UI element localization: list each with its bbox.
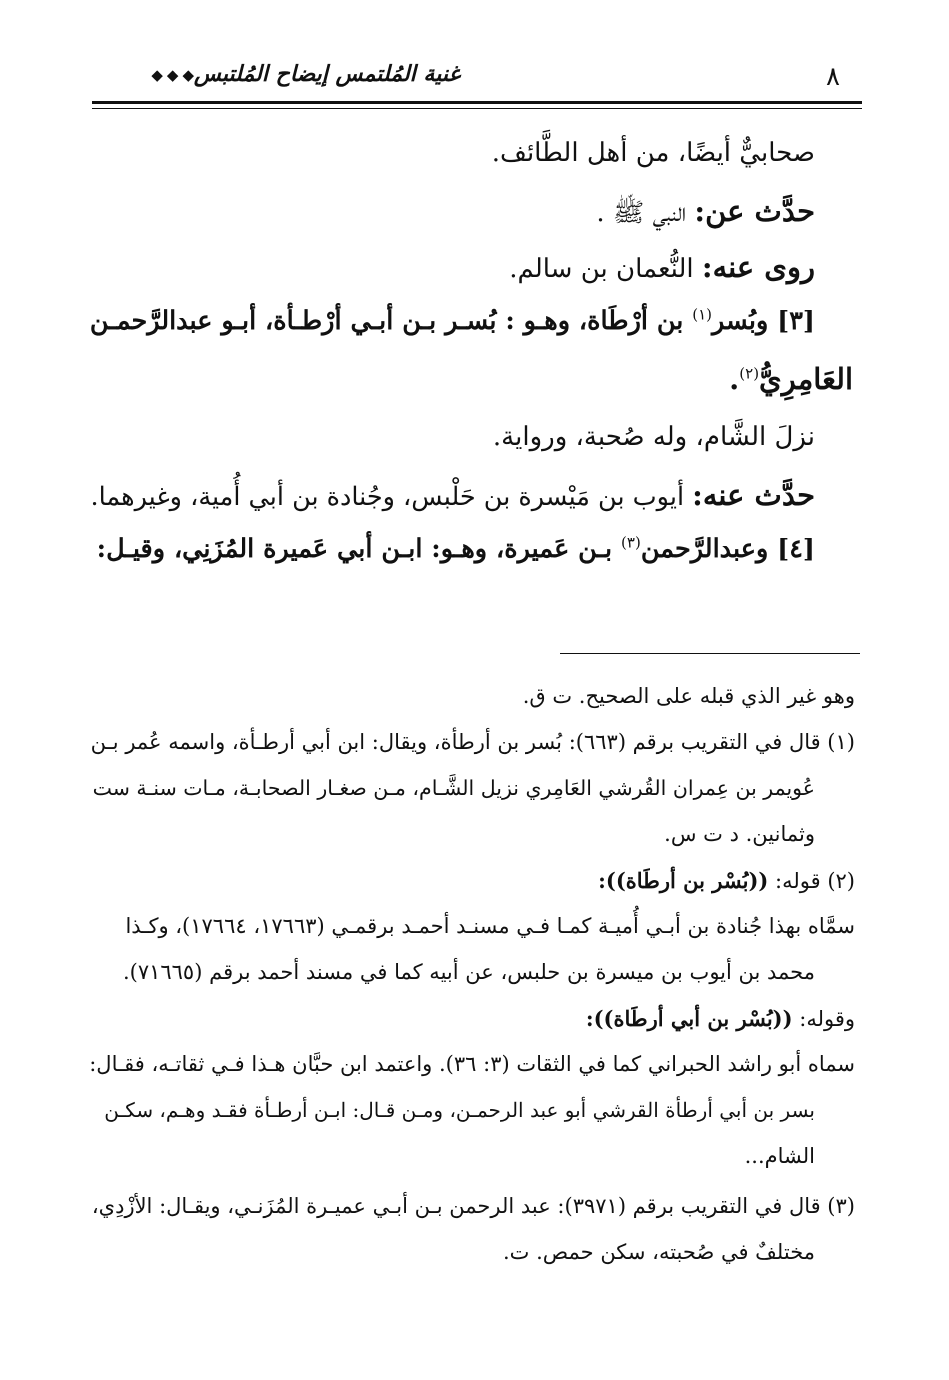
entry-heading: العَامِرِيُّ$^{(٢)}$. (729, 362, 853, 396)
text-line: نزلَ الشَّام، وله صُحبة، ورواية. (492, 422, 815, 452)
text-line: صحابيٌّ أيضًا، من أهل الطَّائف. (491, 138, 815, 168)
footnote-line: محمد بن أيوب بن ميسرة بن حلبس، عن أبيه كما في مسند أحمد برقم (٧١٦٦٥). (122, 960, 815, 984)
footnote-ref: (١) (692, 305, 713, 324)
header-rule (92, 101, 862, 104)
footnote-ref: (٢) (739, 364, 760, 383)
footnote-line: عُويمر بن عِمران القُرشي العَامِري نزيل الشَّـام، مـن صغـار الصحابـة، مـات سنـة ست (92, 776, 815, 800)
section-label: روى عنه: (701, 250, 815, 284)
page-number: ٨ (826, 62, 840, 92)
footnote-line: بسر بن أبي أرطأة القرشي أبو عبد الرحمـن، ومـن قـال: ابـن أرطـأة فقـد وهـم، سكـن (104, 1098, 815, 1122)
footnote-line: الشام... (744, 1144, 815, 1168)
quoted-term: ((بُسْر بن أرطَاة)): (598, 868, 769, 893)
footnote-line: (٣) قال في التقريب برقم (٣٩٧١): عبد الرحمن بـن أبـي عميـرة المُزَنـي، ويقـال: الأزْدِي، (91, 1194, 855, 1218)
entry-heading: [٤] وعبدالرَّحمن$^{(٣)}$ بـن عَميرة، وهـو: ابـن أبي عَميرة المُزَنِي، وقيـل: (96, 533, 815, 564)
footnote-line: سماه أبو راشد الحبراني كما في الثقات (٣: ٣٦). واعتمد ابن حبَّان هـذا فـي ثقاتـه، فقـال: (89, 1052, 855, 1076)
text-line: روى عنه: النُّعمان بن سالم. (509, 250, 815, 284)
footnote-line: مختلفٌ في صُحبته، سكن حمص. ت. (503, 1240, 815, 1264)
footnote-line: وثمانين. د ت س. (664, 822, 815, 846)
entry-heading: [٣] وبُسر$^{(١)}$ بن أرْطَاة، وهـو : بُسـر بـن أبـي أرْطـأة، أبـو عبدالرَّحمـن (89, 305, 815, 336)
text-line: حدَّث عنه: أيوب بن مَيْسرة بن حَلْبس، وجُنادة بن أبي أُمية، وغيرهما. (90, 478, 815, 512)
footnote-line: سمَّاه بهذا جُنادة بن أبـي أُميـة كمـا فـي مسنـد أحمـد برقمـي (١٧٦٦٣، ١٧٦٦٤)، وكـذا (125, 914, 855, 938)
section-label: حدَّث عنه: (692, 478, 815, 512)
book-title: غنية المُلتمس إيضاح المُلتبس (193, 62, 460, 87)
footnote-line: (١) قال في التقريب برقم (٦٦٣): بُسر بن أرطأة، ويقال: ابن أبي أرطـأة، واسمه عُمر بـن (90, 730, 855, 754)
footnote-line: وهو غير الذي قبله على الصحيح. ت ق. (522, 684, 855, 708)
footnote-separator (560, 653, 860, 654)
page-header (92, 60, 862, 98)
footnote-line: (٢) قوله: ((بُسْر بن أرطَاة)): (598, 868, 855, 893)
footnote-ref: (٣) (621, 533, 641, 552)
diamond-ornament-icon: ◆◆◆ (151, 66, 198, 84)
section-label: حدَّث عن: (694, 194, 815, 228)
text-line: حدَّث عن: النبي ﷺ . (596, 194, 815, 228)
header-rule-thin (92, 108, 862, 109)
quoted-term: ((بُسْر بن أبي أرطَاة)): (585, 1006, 793, 1031)
footnote-line: وقوله: ((بُسْر بن أبي أرطَاة)): (585, 1006, 855, 1031)
